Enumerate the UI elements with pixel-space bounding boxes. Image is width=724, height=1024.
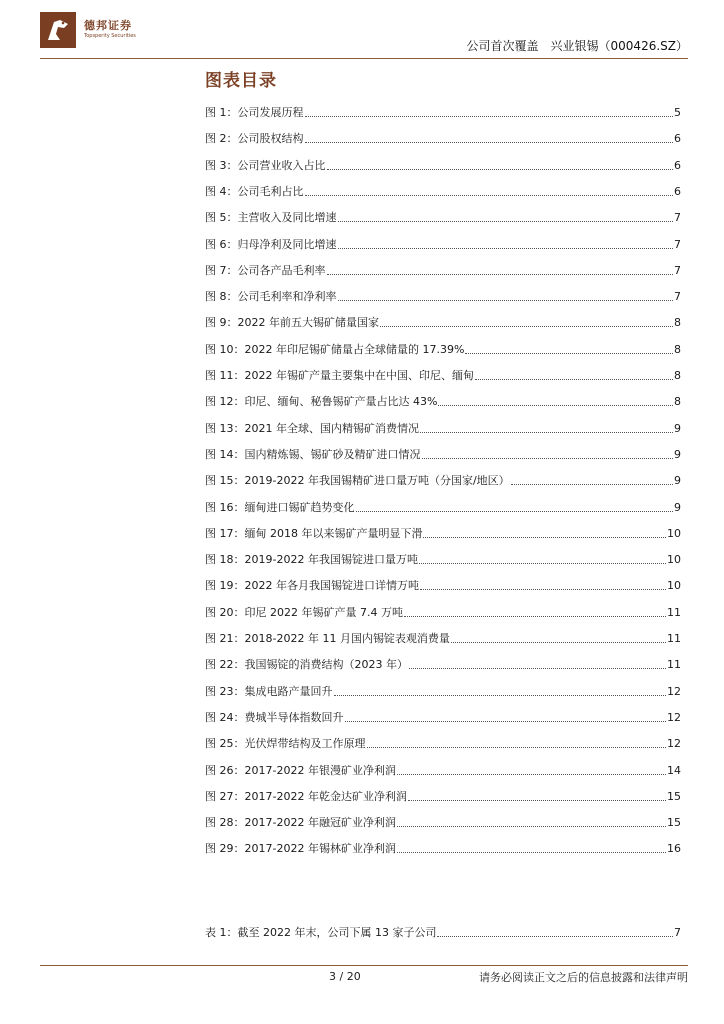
toc-entry-page: 8: [674, 316, 681, 330]
toc-entry-label: 图 29：2017-2022 年锡林矿业净利润: [205, 842, 396, 856]
toc-entry-label: 图 2：公司股权结构: [205, 132, 304, 146]
page-title: 图表目录: [205, 71, 277, 91]
toc-entry[interactable]: [205, 575, 681, 593]
toc-entry-page: 9: [674, 447, 681, 461]
toc-entry[interactable]: [205, 628, 681, 646]
toc-entry[interactable]: [205, 391, 681, 409]
toc-entry[interactable]: [205, 365, 681, 383]
toc-leader-dots: [338, 248, 674, 249]
toc-entry-label: 表 1：截至 2022 年末，公司下属 13 家子公司: [205, 926, 437, 939]
toc-leader-dots: [397, 826, 666, 827]
toc-entry[interactable]: [205, 444, 681, 462]
toc-leader-dots: [404, 616, 666, 617]
toc-entry[interactable]: [205, 523, 681, 541]
toc-leader-dots: [338, 221, 674, 222]
toc-entry-page: 10: [667, 526, 681, 540]
toc-entry-label: 图 25：光伏焊带结构及工作原理: [205, 737, 366, 751]
toc-entry-page: 7: [674, 237, 681, 251]
toc-entry-page: 7: [674, 211, 681, 225]
toc-entry-label: 图 4：公司毛利占比: [205, 184, 304, 198]
toc-leader-dots: [423, 537, 666, 538]
logo-mark-icon: [40, 12, 76, 48]
toc-entry-label: 图 14：国内精炼锡、锡矿砂及精矿进口情况: [205, 447, 421, 461]
toc-entry-page: 14: [667, 763, 681, 777]
toc-entry[interactable]: [205, 207, 681, 225]
toc-entry-page: 12: [667, 737, 681, 751]
toc-leader-dots: [367, 747, 667, 748]
toc-entry-label: 图 8：公司毛利率和净利率: [205, 290, 337, 304]
logo-name: 德邦证券: [84, 19, 132, 32]
toc-entry-label: 图 15：2019-2022 年我国锡精矿进口量万吨（分国家/地区）: [205, 474, 510, 488]
toc-leader-dots: [397, 852, 666, 853]
toc-entry-label: 图 10：2022 年印尼锡矿储量占全球储量的 17.39%: [205, 342, 465, 356]
toc-entry-label: 图 28：2017-2022 年融冠矿业净利润: [205, 816, 396, 830]
toc-entry[interactable]: [205, 339, 681, 357]
toc-entry-label: 图 11：2022 年锡矿产量主要集中在中国、印尼、缅甸: [205, 369, 474, 382]
toc-leader-dots: [397, 774, 666, 775]
toc-entry[interactable]: [205, 260, 681, 278]
toc-leader-dots: [419, 563, 666, 564]
toc-leader-dots: [420, 432, 673, 433]
toc-leader-dots: [511, 484, 673, 485]
toc-entry-label: 图 20：印尼 2022 年锡矿产量 7.4 万吨: [205, 605, 403, 619]
toc-entry-page: 6: [674, 132, 681, 146]
toc-entry[interactable]: [205, 312, 681, 330]
toc-entry[interactable]: [205, 786, 681, 804]
toc-entry[interactable]: [205, 707, 681, 725]
toc-table-entry[interactable]: [205, 922, 681, 940]
toc-entry[interactable]: [205, 102, 681, 120]
toc-entry-label: 图 27：2017-2022 年乾金达矿业净利润: [205, 789, 407, 803]
toc-entry-label: 图 18：2019-2022 年我国锡锭进口量万吨: [205, 553, 418, 567]
toc-entry-page: 7: [674, 926, 681, 939]
toc-entry-label: 图 6：归母净利及同比增速: [205, 237, 337, 251]
toc-leader-dots: [409, 668, 666, 669]
toc-entry[interactable]: [205, 418, 681, 436]
toc-leader-dots: [356, 511, 674, 512]
toc-leader-dots: [420, 589, 666, 590]
toc-entry[interactable]: [205, 181, 681, 199]
toc-leader-dots: [408, 800, 666, 801]
toc-entry-page: 10: [667, 553, 681, 567]
toc-entry-label: 图 22：我国锡锭的消费结构（2023 年）: [205, 658, 408, 672]
toc-entry-page: 16: [667, 842, 681, 856]
toc-entry-page: 12: [667, 684, 681, 698]
toc-leader-dots: [327, 274, 674, 275]
toc-entry[interactable]: [205, 838, 681, 856]
toc-entry-page: 7: [674, 263, 681, 277]
footer-divider: [40, 965, 688, 966]
toc-entry[interactable]: [205, 733, 681, 751]
toc-entry[interactable]: [205, 128, 681, 146]
toc-entry[interactable]: [205, 470, 681, 488]
toc-leader-dots: [465, 353, 673, 354]
toc-leader-dots: [327, 169, 674, 170]
toc-leader-dots: [334, 695, 667, 696]
toc-entry-page: 11: [667, 605, 681, 619]
toc-entry-page: 11: [667, 632, 681, 645]
header-divider: [40, 58, 688, 59]
toc-leader-dots: [437, 936, 673, 937]
toc-entry[interactable]: [205, 602, 681, 620]
toc-entry-page: 15: [667, 816, 681, 830]
page-header: [40, 12, 688, 58]
toc-entry[interactable]: [205, 234, 681, 252]
toc-entry-label: 图 17：缅甸 2018 年以来锡矿产量明显下滑: [205, 526, 423, 540]
toc-entry[interactable]: [205, 812, 681, 830]
toc-entry-page: 5: [674, 106, 681, 119]
toc-entry[interactable]: [205, 497, 681, 515]
toc-entry-page: 7: [674, 290, 681, 304]
toc-entry-page: 10: [667, 579, 681, 593]
toc-entry-label: 图 26：2017-2022 年银漫矿业净利润: [205, 763, 396, 777]
toc-entry-label: 图 9：2022 年前五大锡矿储量国家: [205, 316, 379, 330]
toc-leader-dots: [338, 300, 674, 301]
report-info: 公司首次覆盖 兴业银锡（000426.SZ）: [466, 39, 688, 53]
toc-entry-page: 8: [674, 369, 681, 382]
toc-entry-label: 图 21：2018-2022 年 11 月国内锡锭表观消费量: [205, 632, 450, 645]
toc-entry-page: 15: [667, 789, 681, 803]
toc-entry-page: 8: [674, 395, 681, 409]
toc-entry-page: 8: [674, 342, 681, 356]
toc-entry[interactable]: [205, 549, 681, 567]
toc-entry-page: 12: [667, 710, 681, 724]
toc-entry[interactable]: [205, 681, 681, 699]
toc-entry-label: 图 7：公司各产品毛利率: [205, 263, 326, 277]
toc-entry-label: 图 19：2022 年各月我国锡锭进口详情万吨: [205, 579, 419, 593]
legal-disclaimer: 请务必阅读正文之后的信息披露和法律声明: [479, 971, 688, 984]
page-number: 3 / 20: [329, 970, 361, 983]
toc-entry-label: 图 3：公司营业收入占比: [205, 158, 326, 172]
toc-leader-dots: [451, 642, 666, 643]
toc-entry-label: 图 5：主营收入及同比增速: [205, 211, 337, 225]
company-logo: [40, 12, 76, 48]
toc-entry-label: 图 13：2021 年全球、国内精锡矿消费情况: [205, 421, 419, 435]
toc-leader-dots: [438, 405, 673, 406]
toc-leader-dots: [475, 379, 673, 380]
toc-entry-page: 9: [674, 421, 681, 435]
toc-entry-label: 图 12：印尼、缅甸、秘鲁锡矿产量占比达 43%: [205, 395, 438, 409]
toc-entry[interactable]: [205, 155, 681, 173]
toc-leader-dots: [422, 458, 674, 459]
toc-entry-page: 6: [674, 184, 681, 198]
toc-leader-dots: [305, 195, 674, 196]
toc-entry-page: 9: [674, 474, 681, 488]
toc-entry[interactable]: [205, 760, 681, 778]
toc-leader-dots: [380, 326, 673, 327]
toc-entry-label: 图 16：缅甸进口锡矿趋势变化: [205, 500, 355, 514]
toc-entry-label: 图 24：费城半导体指数回升: [205, 710, 344, 724]
toc-leader-dots: [305, 142, 674, 143]
toc-entry-label: 图 23：集成电路产量回升: [205, 684, 333, 698]
toc-entry-page: 11: [667, 658, 681, 672]
toc-entry-page: 6: [674, 158, 681, 172]
toc-leader-dots: [305, 116, 674, 117]
toc-leader-dots: [345, 721, 667, 722]
toc-entry[interactable]: [205, 286, 681, 304]
toc-entry-page: 9: [674, 500, 681, 514]
logo-subtitle: Topsperity Securities: [84, 33, 136, 39]
toc-entry[interactable]: [205, 654, 681, 672]
toc-entry-label: 图 1：公司发展历程: [205, 106, 304, 119]
